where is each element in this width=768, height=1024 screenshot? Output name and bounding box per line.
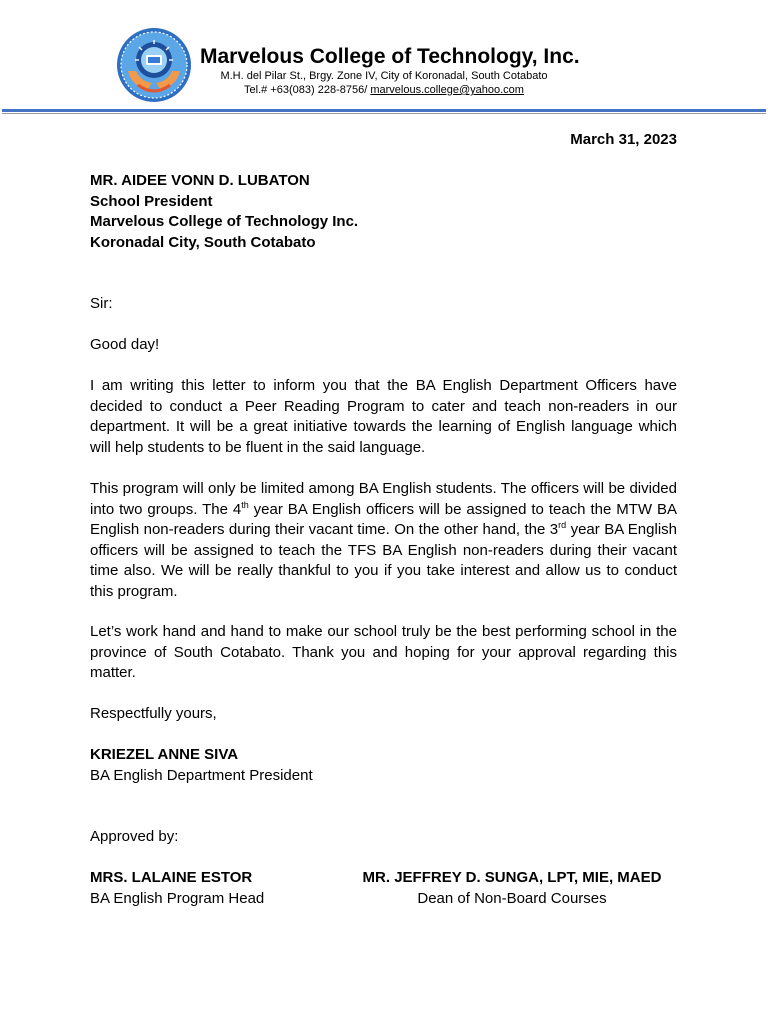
recipient-block (90, 171, 677, 253)
letterhead-divider-thin (2, 113, 766, 114)
school-email-link[interactable]: marvelous.college@yahoo.com (370, 84, 524, 96)
approver-right-title: Dean of Non-Board Courses (417, 889, 607, 907)
approver-left-name: MRS. LALAINE ESTOR (90, 869, 253, 886)
letterhead (200, 44, 580, 97)
recipient-location: Koronadal City, South Cotabato (90, 233, 316, 251)
letterhead-divider (2, 109, 766, 112)
paragraph-program-details (90, 479, 677, 602)
approver-right-block (360, 868, 664, 909)
paragraph-closing: Let’s work hand and hand to make our school truly be the best performing school in the province of South Cotabato. Thank you and hoping for your approval regarding this matter. (90, 623, 677, 681)
approver-right-name: MR. JEFFREY D. SUNGA, LPT, MIE, MAED (362, 869, 662, 886)
recipient-organization: Marvelous College of Technology Inc. (90, 213, 359, 230)
recipient-name: MR. AIDEE VONN D. LUBATON (90, 172, 310, 189)
greeting: Good day! (90, 336, 160, 353)
superscript-th: th (241, 499, 249, 510)
paragraph-program-text-1: This program will only be limited among BA English students. The officers will be divided into two groups. The 4 (90, 480, 677, 518)
superscript-rd: rd (558, 520, 567, 530)
paragraph-program-text-2: year BA English officers will be assigned to teach the MTW BA English non-readers during their vacant time. On the other hand, the 3 (90, 500, 677, 538)
letter-date: March 31, 2023 (570, 131, 677, 148)
salutation: Sir: (90, 295, 113, 312)
complimentary-close: Respectfully yours, (90, 705, 217, 722)
college-seal-logo (116, 27, 192, 103)
recipient-title: School President (90, 192, 213, 210)
school-contact (200, 83, 568, 97)
sender-name: KRIEZEL ANNE SIVA (90, 746, 239, 763)
approver-left-block (90, 868, 350, 909)
school-name: Marvelous College of Technology, Inc. (200, 45, 580, 68)
approver-left-title: BA English Program Head (90, 889, 265, 907)
paragraph-intro: I am writing this letter to inform you that the BA English Department Officers have decided to conduct a Peer Reading Program to cater and teach non-readers in our department. It will be a great initiative towards the learning of English language which will help students to be fluent in the said language. (90, 377, 677, 456)
approved-by-label: Approved by: (90, 828, 179, 845)
paragraph-program-text-3: year BA English officers will be assigned to teach the TFS BA English non-readers during their vacant time also. We will be really thankful to you if you take interest and allow us to conduct this program. (90, 521, 677, 600)
sender-title: BA English Department President (90, 766, 313, 784)
sender-block (90, 745, 677, 786)
school-phone: Tel.# +63(083) 228-8756/ (244, 84, 371, 96)
school-address: M.H. del Pilar St., Brgy. Zone IV, City of Koronadal, South Cotabato (220, 70, 548, 82)
